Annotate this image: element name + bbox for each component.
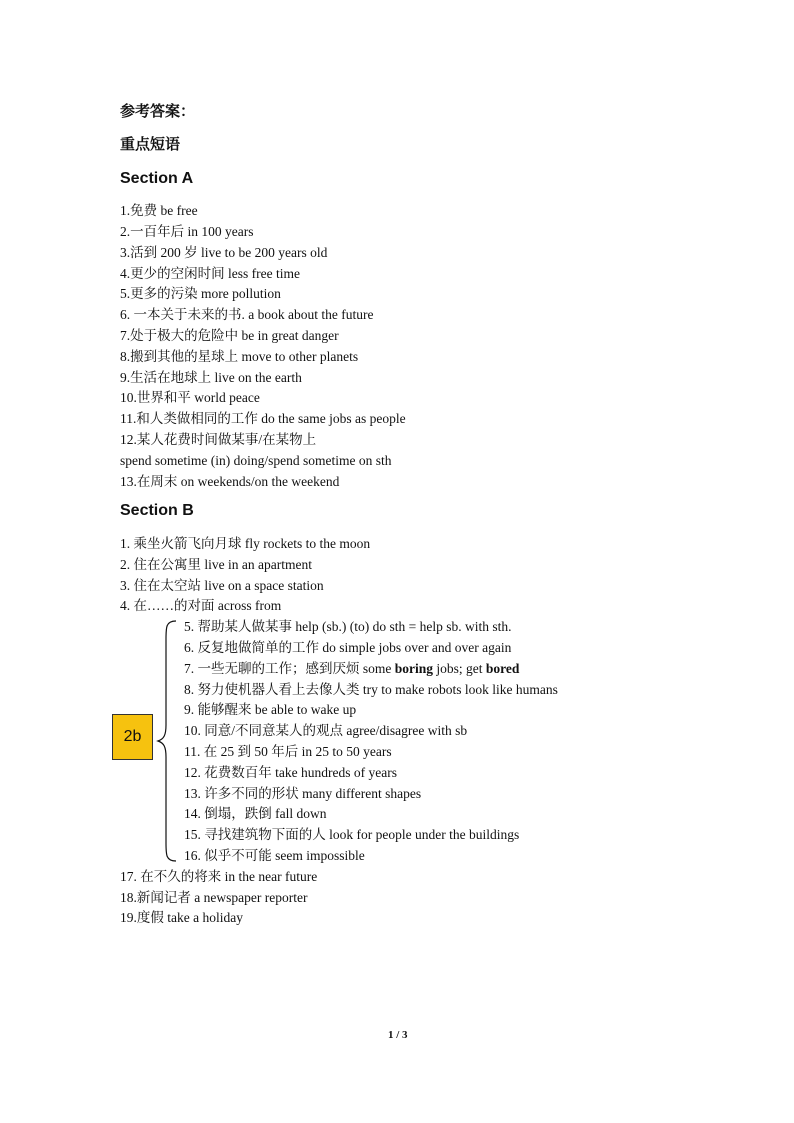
list-item: 8.搬到其他的星球上 move to other planets — [120, 349, 359, 364]
list-item: 3.活到 200 岁 live to be 200 years old — [120, 245, 328, 260]
list-item: 2.一百年后 in 100 years — [120, 224, 254, 239]
list-item: 17. 在不久的将来 in the near future — [120, 869, 318, 884]
list-item: 7.处于极大的危险中 be in great danger — [120, 328, 339, 343]
list-item: 1. 乘坐火箭飞向月球 fly rockets to the moon — [120, 536, 371, 551]
list-item: spend sometime (in) doing/spend sometime on sth — [120, 453, 392, 468]
list-item: 9. 能够醒来 be able to wake up — [184, 702, 357, 717]
list-item: 5.更多的污染 more pollution — [120, 286, 281, 301]
list-item: 12. 花费数百年 take hundreds of years — [184, 765, 397, 780]
list-item: 2. 住在公寓里 live in an apartment — [120, 557, 312, 572]
list-item: 9.生活在地球上 live on the earth — [120, 370, 302, 385]
list-item: 8. 努力使机器人看上去像人类 try to make robots look like humans — [184, 682, 558, 697]
list-item: 18.新闻记者 a newspaper reporter — [120, 890, 308, 905]
list-item: 16. 似乎不可能 seem impossible — [184, 848, 365, 863]
list-item: 11.和人类做相同的工作 do the same jobs as people — [120, 411, 406, 426]
curly-brace-icon — [156, 619, 180, 863]
bracket-label-box: 2b — [112, 714, 153, 760]
page-number: 1 / 3 — [388, 1029, 408, 1041]
section-a-heading: Section A — [120, 170, 194, 187]
list-item: 19.度假 take a holiday — [120, 910, 243, 925]
list-item: 4. 在……的对面 across from — [120, 598, 282, 613]
phrases-title: 重点短语 — [120, 136, 181, 153]
list-item: 11. 在 25 到 50 年后 in 25 to 50 years — [184, 744, 392, 759]
list-item: 13.在周末 on weekends/on the weekend — [120, 474, 340, 489]
list-item: 15. 寻找建筑物下面的人 look for people under the buildings — [184, 827, 520, 842]
bold-word: boring — [394, 661, 434, 676]
list-item: 1.免费 be free — [120, 203, 198, 218]
list-item: 4.更少的空闲时间 less free time — [120, 266, 300, 281]
list-item: 12.某人花费时间做某事/在某物上 — [120, 432, 317, 447]
list-item: 10.世界和平 world peace — [120, 390, 260, 405]
list-item — [184, 659, 519, 679]
item-text: 7. 一些无聊的工作；感到厌烦 some — [184, 661, 395, 676]
answer-title: 参考答案： — [120, 103, 196, 120]
list-item: 5. 帮助某人做某事 help (sb.) (to) do sth = help sb. with sth. — [184, 619, 512, 634]
section-b-heading: Section B — [120, 502, 194, 519]
list-item: 13. 许多不同的形状 many different shapes — [184, 786, 422, 801]
list-item: 10. 同意/不同意某人的观点 agree/disagree with sb — [184, 723, 468, 738]
list-item: 14. 倒塌，跌倒 fall down — [184, 806, 327, 821]
list-item: 3. 住在太空站 live on a space station — [120, 578, 324, 593]
list-item: 6. 一本关于未来的书. a book about the future — [120, 307, 374, 322]
item-text: jobs; get — [433, 661, 486, 676]
bold-word: bored — [485, 661, 520, 676]
list-item: 6. 反复地做简单的工作 do simple jobs over and over again — [184, 640, 512, 655]
